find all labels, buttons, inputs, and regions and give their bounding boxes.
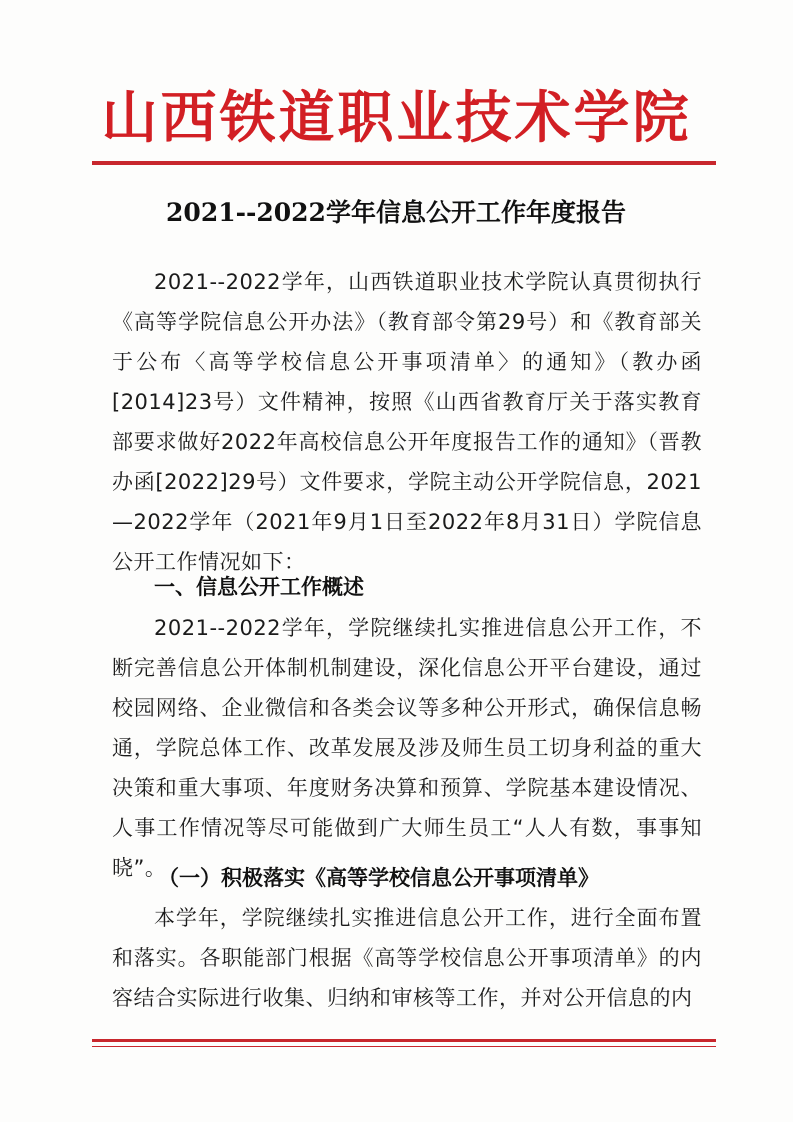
section-paragraph: 2021--2022学年，学院继续扎实推进信息公开工作，不断完善信息公开体制机制建设，深化信息公开平台建设，通过校园网络、企业微信和各类会议等多种公开形式，确保信息畅通，学院总体工作、改革发展及涉及师生员工切身利益的重大决策和重大事项、年度财务决算和预算、学院基本建设情况、人事工作情况等尽可能做到广大师生员工“人人有数，事事知晓”。 xyxy=(112,616,702,880)
subsection-heading: （一）积极落实《高等学校信息公开事项清单》 xyxy=(158,865,599,890)
document-title: 2021--2022学年信息公开工作年度报告 xyxy=(166,198,626,227)
intro-paragraph: 2021--2022学年，山西铁道职业技术学院认真贯彻执行《高等学院信息公开办法》（教育部令第29号）和《教育部关于公布〈高等学校信息公开事项清单〉的通知》（教办函[2014]23号）文件精神，按照《山西省教育厅关于落实教育部要求做好2022年高校信息公开年度报告工作的通知》（晋教办函[2022]29号）文件要求，学院主动公开学院信息，2021—2022学年（2021年9月1日至2022年8月31日）学院信息公开工作情况如下： xyxy=(112,270,702,574)
section-heading: 一、信息公开工作概述 xyxy=(154,575,364,599)
letterhead-title: 山西铁道职业技术学院 xyxy=(101,85,692,151)
letterhead-red-rule xyxy=(92,161,716,165)
footer-red-rule xyxy=(92,1039,716,1042)
subsection-paragraph: 本学年，学院继续扎实推进信息公开工作，进行全面布置和落实。各职能部门根据《高等学校信息公开事项清单》的内容结合实际进行收集、归纳和审核等工作，并对公开信息的内 xyxy=(112,906,702,1010)
footer-red-rule-thin xyxy=(92,1046,716,1047)
